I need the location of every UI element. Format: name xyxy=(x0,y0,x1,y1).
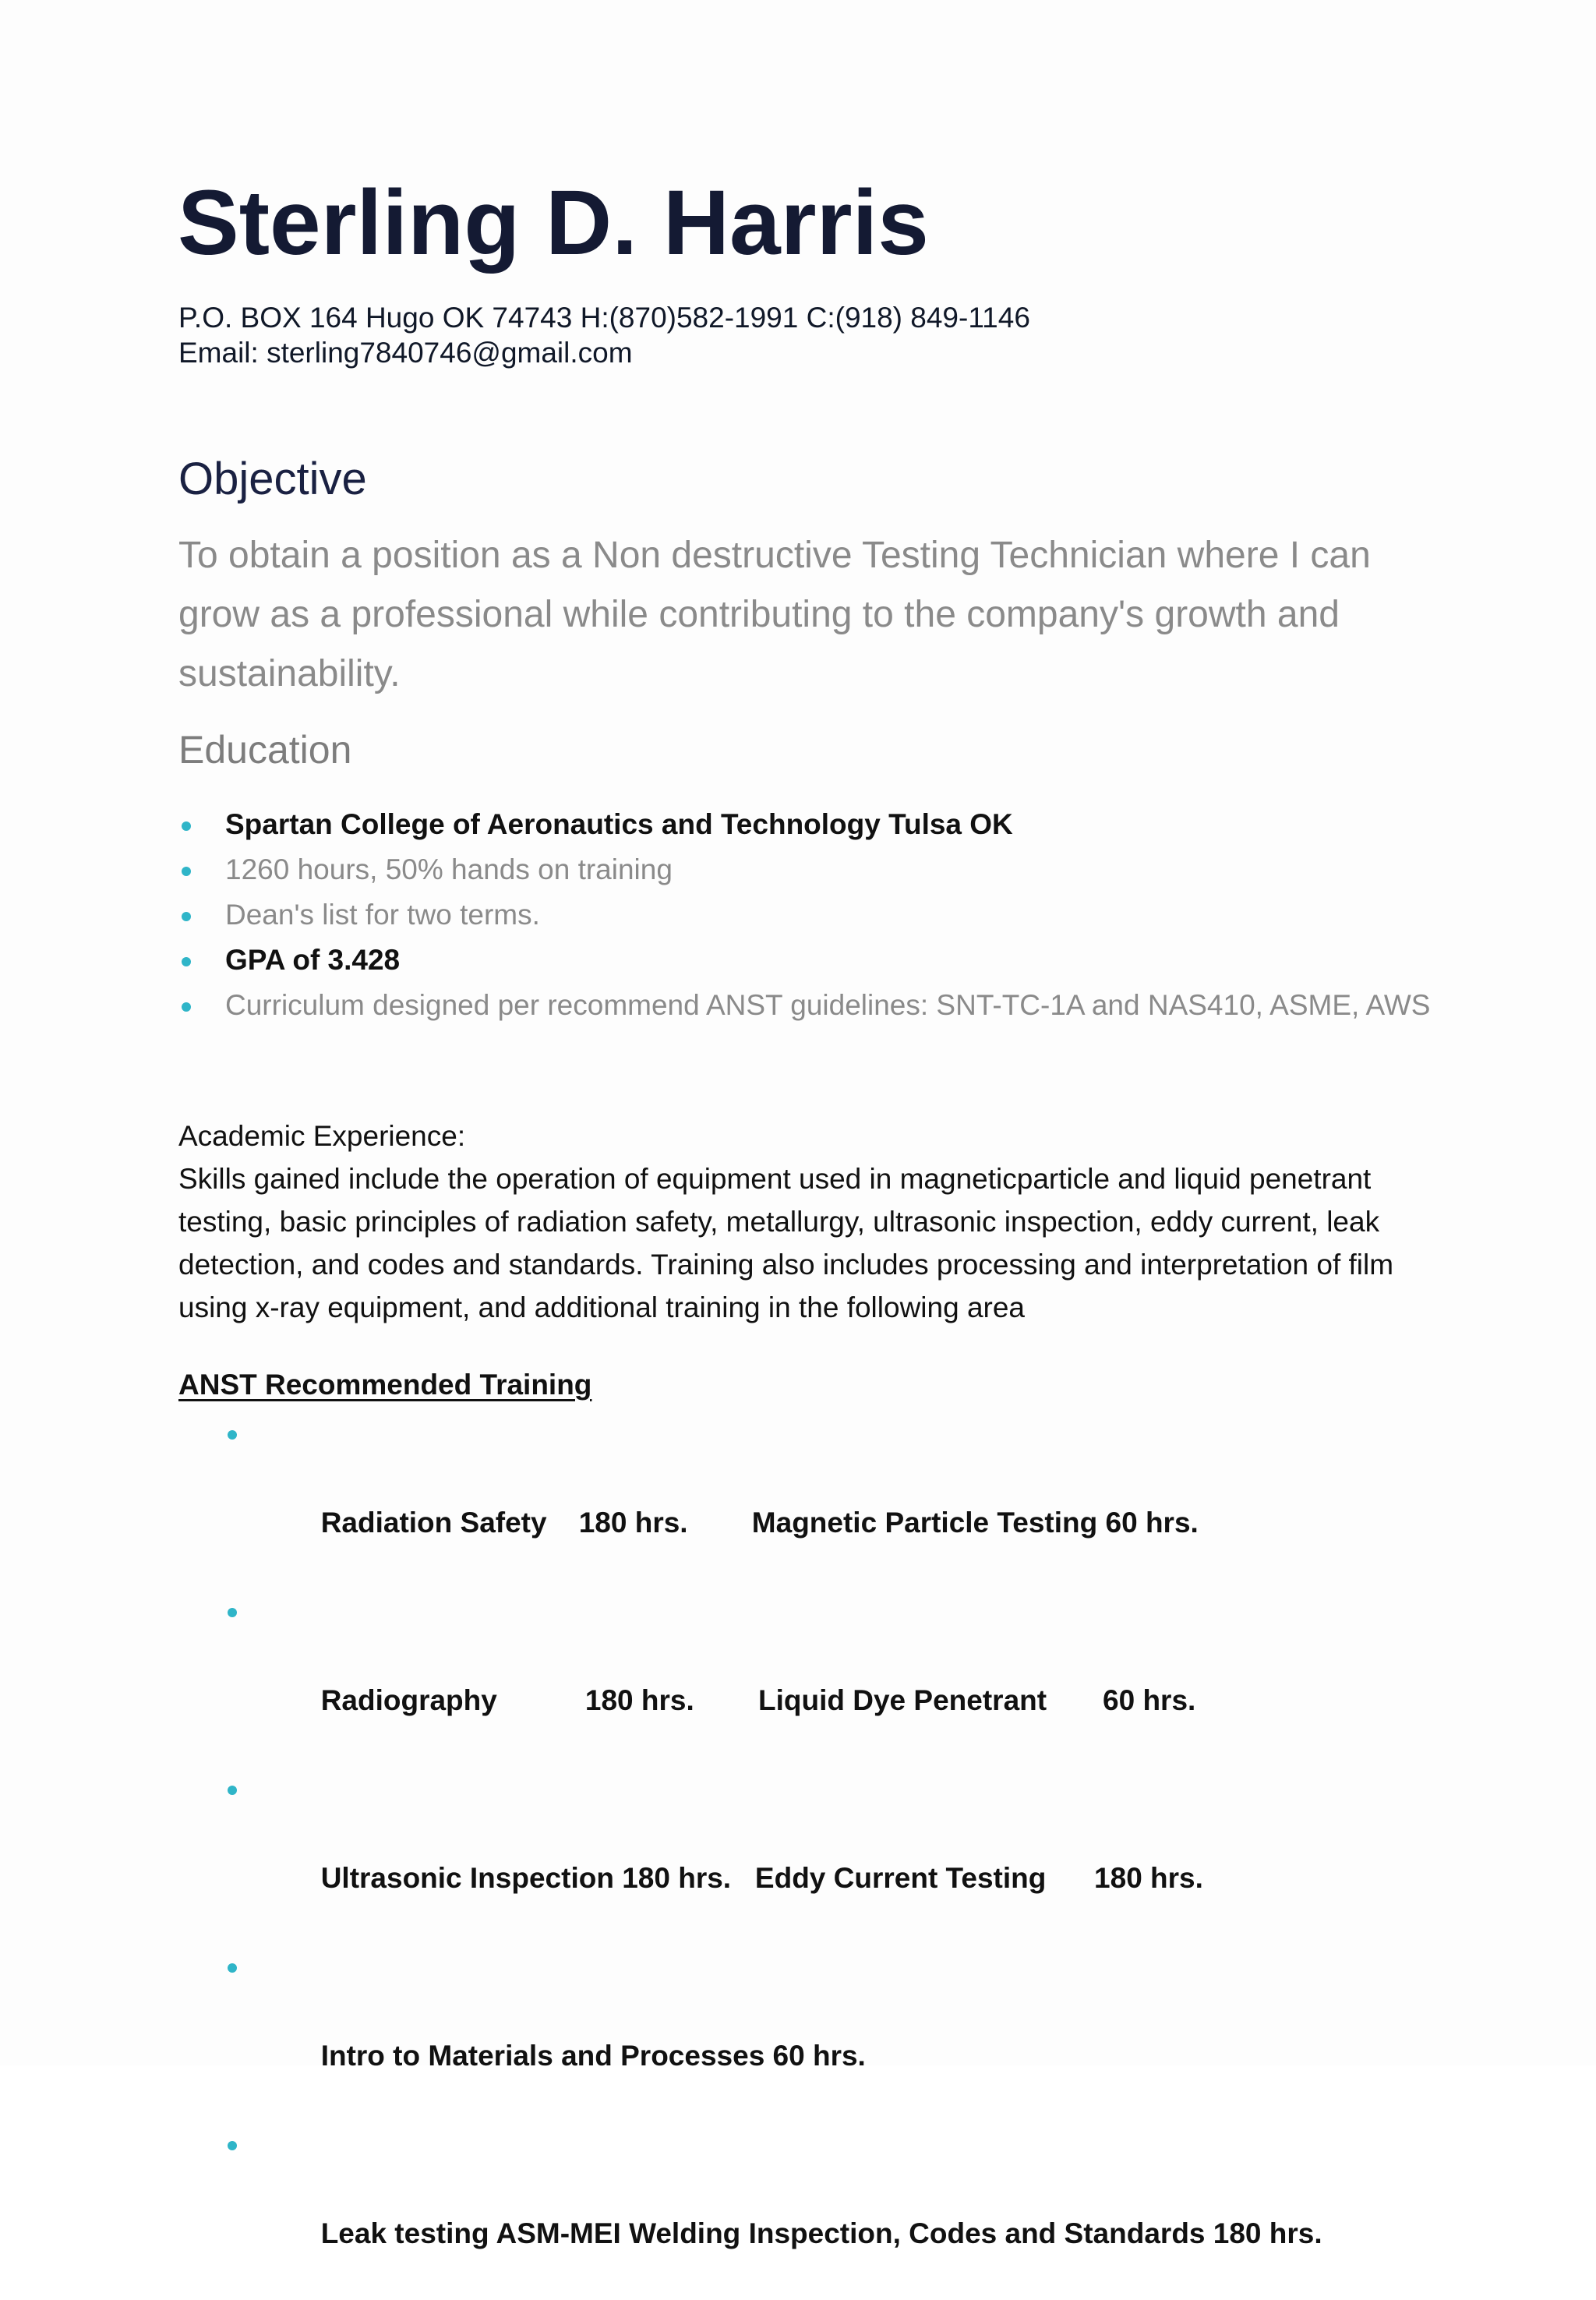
bullet-icon xyxy=(182,912,191,921)
training-item-text: Radiography 180 hrs. Liquid Dye Penetrant 60 hrs. xyxy=(320,1684,1196,1716)
bullet-icon xyxy=(228,1608,237,1617)
objective-text: To obtain a position as a Non destructive Testing Technician where I can grow as a professional while contributing to the company's growth and sustainability. xyxy=(178,535,1371,694)
bullet-icon xyxy=(228,1786,237,1795)
education-item-text: Spartan College of Aeronautics and Technology Tulsa OK xyxy=(225,808,1013,840)
contact-address-phone: P.O. BOX 164 Hugo OK 74743 H:(870)582-1991 C:(918) 849-1146 xyxy=(178,302,1030,334)
bullet-icon xyxy=(182,867,191,876)
education-item xyxy=(178,984,1441,1027)
bullet-icon xyxy=(182,821,191,831)
training-item xyxy=(226,1411,1473,1589)
academic-experience-body: Skills gained include the operation of equipment used in magneticparticle and liquid penetrant testing, basic principles of radiation safety, metallurgy, ultrasonic inspection, eddy current, leak detection, and codes and standards. Training also includes processing and interpretation of film using x-ray equipment, and additional training in the following area xyxy=(178,1163,1394,1323)
training-item xyxy=(226,2122,1473,2300)
training-item-text: Ultrasonic Inspection 180 hrs. Eddy Current Testing 180 hrs. xyxy=(320,1862,1203,1894)
education-item xyxy=(178,803,1441,846)
training-item-text: Intro to Materials and Processes 60 hrs. xyxy=(320,2040,866,2072)
objective-heading: Objective xyxy=(178,454,367,504)
training-item-text: Leak testing ASM-MEI Welding Inspection, Codes and Standards 180 hrs. xyxy=(320,2217,1322,2249)
education-item xyxy=(178,938,1441,982)
bullet-icon xyxy=(228,1963,237,1973)
education-list xyxy=(178,803,1441,1029)
education-item-text: GPA of 3.428 xyxy=(225,944,401,976)
bullet-icon xyxy=(228,2141,237,2150)
academic-experience xyxy=(178,1115,1441,1329)
bullet-icon xyxy=(228,1430,237,1440)
training-item xyxy=(226,1945,1473,2122)
contact-email: Email: sterling7840746@gmail.com xyxy=(178,337,633,369)
training-item xyxy=(226,1589,1473,1767)
training-item xyxy=(226,1767,1473,1945)
candidate-name: Sterling D. Harris xyxy=(178,171,929,274)
education-item-text: 1260 hours, 50% hands on training xyxy=(225,853,673,885)
training-list xyxy=(226,1411,1473,2300)
academic-experience-label: Academic Experience: xyxy=(178,1120,466,1152)
education-heading: Education xyxy=(178,728,352,772)
bullet-icon xyxy=(182,1002,191,1012)
contact-block xyxy=(178,300,1030,370)
education-item xyxy=(178,893,1441,937)
bullet-icon xyxy=(182,957,191,966)
training-item-text: Radiation Safety 180 hrs. Magnetic Particle Testing 60 hrs. xyxy=(320,1507,1199,1539)
education-item xyxy=(178,848,1441,892)
education-item-text: Dean's list for two terms. xyxy=(225,899,540,931)
training-heading: ANST Recommended Training xyxy=(178,1369,592,1401)
education-item-text: Curriculum designed per recommend ANST guidelines: SNT-TC-1A and NAS410, ASME, AWS xyxy=(225,989,1431,1021)
